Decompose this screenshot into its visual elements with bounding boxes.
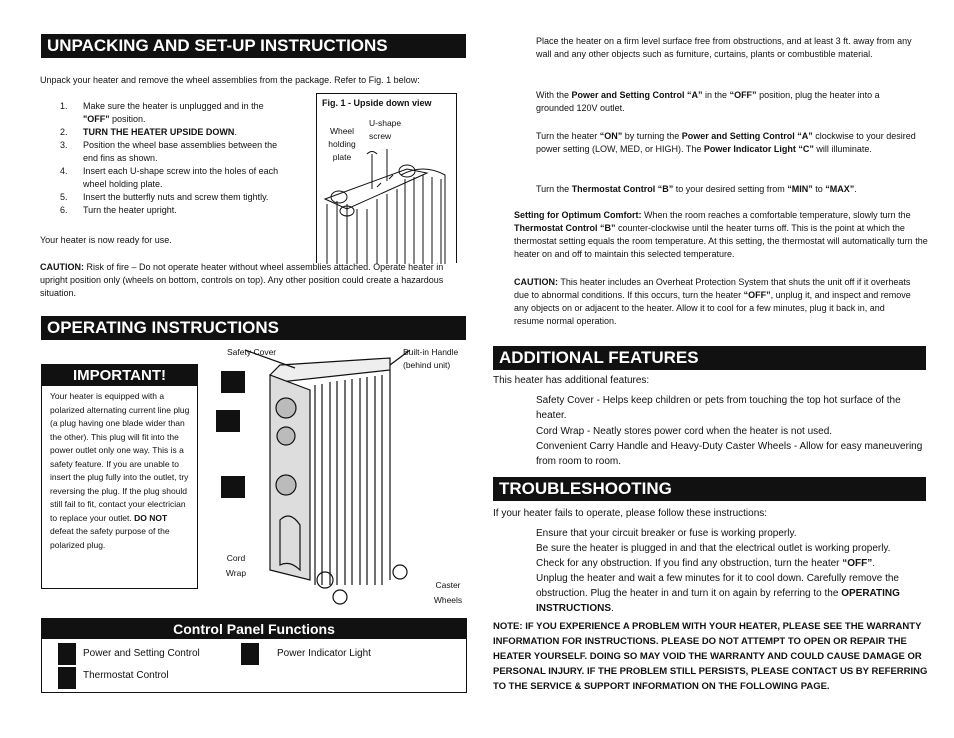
troubleshooting-item: Unplug the heater and wait a few minutes for it to cool down. Carefully remove the obstruction. Plug the heater in and turn it on again by referring to the OPERATING INSTRUCTIONS. — [536, 573, 900, 614]
additional-header — [493, 346, 926, 370]
important-title: IMPORTANT! — [72, 367, 167, 384]
control-b-marker — [58, 667, 76, 689]
u-screw-label: U-shape screw — [369, 118, 402, 141]
optimum-comfort-text: Setting for Optimum Comfort: When the room reaches a comfortable temperature, slowly turn the Thermostat Control “B” counter-clockwise until the heater turns off. This is the point at which the thermostat setting equals the room temperature. At this setting, the thermostat will automatically turn the heater on and off to maintain this selected temperature. — [514, 210, 928, 259]
important-box — [41, 364, 198, 589]
troubleshooting-intro: If your heater fails to operate, please follow these instructions: — [493, 508, 768, 519]
control-item: Power Indicator Light — [277, 648, 371, 659]
control-panel-header — [42, 619, 466, 639]
unpacking-title: UNPACKING AND SET-UP INSTRUCTIONS — [47, 36, 388, 55]
operating-title: OPERATING INSTRUCTIONS — [47, 318, 280, 337]
additional-title: ADDITIONAL FEATURES — [499, 348, 699, 367]
operating-header — [41, 316, 466, 340]
step-item: 3. Position the wheel base assemblies between the end fins as shown. — [60, 140, 278, 163]
unpacking-intro: Unpack your heater and remove the wheel assemblies from the package. Refer to Fig. 1 below: — [40, 75, 420, 85]
troubleshooting-item: Be sure the heater is plugged in and that the electrical outlet is working properly. — [536, 543, 891, 554]
cord-wrap-label: Cord Wrap — [225, 553, 247, 578]
control-panel-box — [41, 618, 467, 693]
heater-illustration — [240, 340, 440, 605]
upside-down-heater-illustration — [317, 149, 456, 264]
step-item: 1. Make sure the heater is unplugged and in the "OFF" position. — [60, 101, 264, 124]
control-item: Thermostat Control — [83, 670, 169, 681]
feature-item: Convenient Carry Handle and Heavy-Duty Caster Wheels - Allow for easy maneuvering from room to room. — [536, 441, 923, 467]
feature-item: Cord Wrap - Neatly stores power cord when the heater is not used. — [536, 426, 833, 437]
turn-on-text: Turn the heater “ON” by turning the Power and Setting Control “A” clockwise to your desired power setting (LOW, MED, or HIGH). The Power Indicator Light “C” will illuminate. — [536, 131, 916, 154]
step-item: 5. Insert the butterfly nuts and screw them tightly. — [60, 192, 269, 202]
step-item: 6. Turn the heater upright. — [60, 205, 177, 215]
troubleshooting-header — [493, 477, 926, 501]
figure-1-title: Fig. 1 - Upside down view — [322, 98, 432, 108]
control-c-marker — [241, 643, 259, 665]
feature-item: Safety Cover - Helps keep children or pets from touching the top hot surface of the heater. — [536, 395, 901, 421]
unpacking-header — [41, 34, 466, 58]
control-item: Power and Setting Control — [83, 648, 200, 659]
safety-cover-label: Safety Cover — [227, 347, 277, 357]
step-item: 4. Insert each U-shape screw into the holes of each wheel holding plate. — [60, 166, 279, 189]
troubleshooting-item: Ensure that your circuit breaker or fuse is working properly. — [536, 528, 797, 539]
unpacking-caution: CAUTION: Risk of fire – Do not operate heater without wheel assemblies attached. Operate heater in upright position only (wheels on bottom, controls on top). Any other position could create a hazardous situation. — [40, 262, 444, 298]
handle-label: Built-in Handle (behind unit) — [403, 347, 459, 370]
setup-steps — [40, 100, 290, 217]
callout-b-marker — [216, 410, 240, 432]
important-text: Your heater is equipped with a polarized alternating current line plug (a plug having one blade wider than the other). This plug will fit into the power outlet only one way. This is a safety feature. If you are unable to insert the plug fully into the outlet, try reversing the plug. If the plug should still fail to fit, contact your electrician to replace your outlet. DO NOT defeat the safety purpose of the polarized plug. — [50, 391, 190, 550]
figure-1 — [316, 93, 457, 263]
overheat-caution-text: CAUTION: This heater includes an Overheat Protection System that shuts the unit off if it overheats due to abnormal conditions. If this occurs, turn the heater “OFF”, unplug it, and inspect and remove any objects on or adjacent to the heater. Allow it to cool for a few minutes, plug it back in, and resume normal operation. — [514, 277, 911, 326]
caster-wheels-label: Caster Wheels — [433, 580, 463, 605]
important-header — [42, 365, 197, 386]
wheel-plate-label: Wheel holding plate — [328, 126, 356, 162]
troubleshooting-title: TROUBLESHOOTING — [499, 479, 672, 498]
troubleshooting-item: Check for any obstruction. If you find any obstruction, turn the heater “OFF”. — [536, 558, 876, 569]
step-item: 2. TURN THE HEATER UPSIDE DOWN. — [60, 127, 237, 137]
plug-in-text: With the Power and Setting Control “A” in the “OFF” position, plug the heater into a grounded 120V outlet. — [536, 90, 880, 113]
additional-intro: This heater has additional features: — [493, 375, 650, 386]
warranty-note: NOTE: IF YOU EXPERIENCE A PROBLEM WITH YOUR HEATER, PLEASE SEE THE WARRANTY INFORMATION FOR INSTRUCTIONS. PLEASE DO NOT ATTEMPT TO OPEN OR REPAIR THE HEATER YOURSELF. DOING SO MAY VOID THE WARRANTY AND COULD CAUSE DAMAGE OR PERSONAL INJURY. IF THE PROBLEM STILL PERSISTS, PLEASE CONTACT US BY REFERRING TO THE SERVICE & SUPPORT INFORMATION ON THE FOLLOWING PAGE. — [493, 621, 928, 692]
thermostat-text: Turn the Thermostat Control “B” to your desired setting from “MIN” to “MAX”. — [536, 184, 857, 194]
placement-text: Place the heater on a firm level surface free from obstructions, and at least 3 ft. away from any wall and any other objects such as furniture, curtains, plants or combustible material. — [536, 36, 912, 59]
ready-text: Your heater is now ready for use. — [40, 235, 172, 245]
control-panel-title: Control Panel Functions — [173, 621, 335, 637]
control-a-marker — [58, 643, 76, 665]
